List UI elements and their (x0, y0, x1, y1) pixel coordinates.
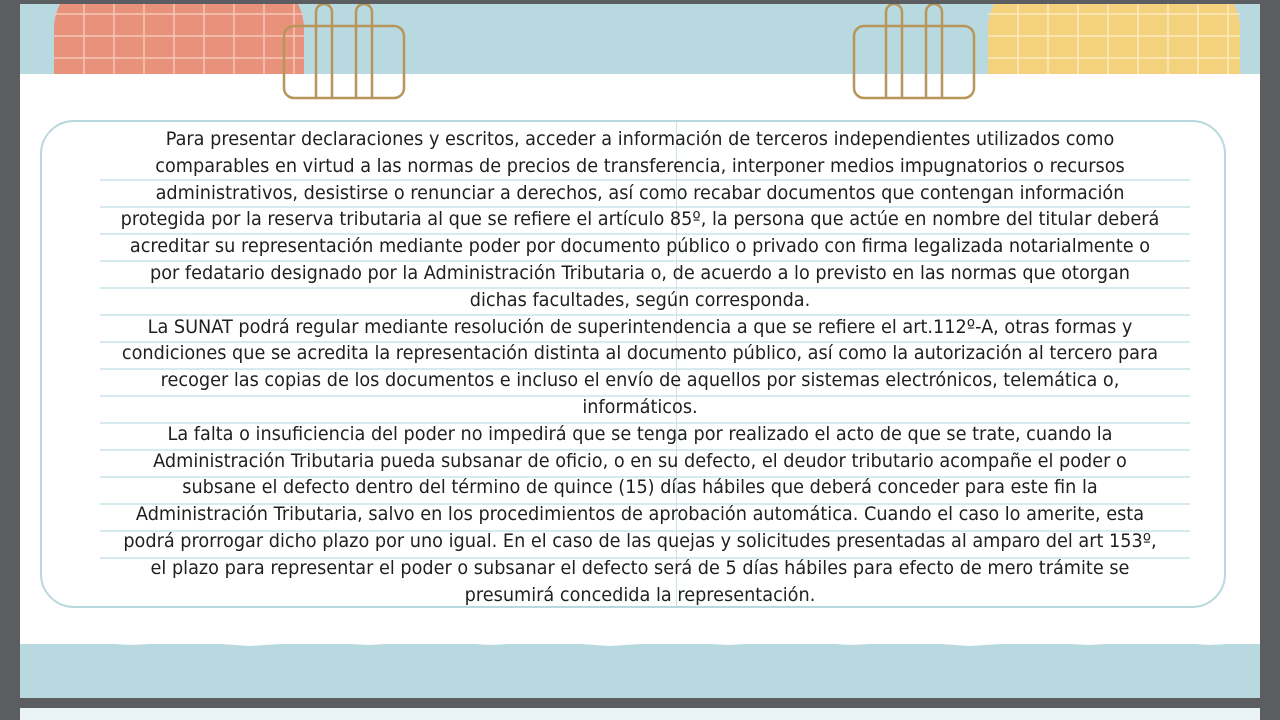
paragraph-sunat-regulation: La SUNAT podrá regular mediante resolución de superintendencia a que se refiere el art.112º-A, otras formas y condiciones que se acredita la representación distinta al documento público, así como la autorización al tercero para recoger las copias de los documentos e incluso el envío de aquellos por sistemas electrónicos, telemática o, informáticos. (121, 315, 1159, 418)
next-slide-edge (20, 708, 1260, 720)
slide (20, 4, 1260, 698)
paper-torn-edge-bottom (20, 634, 1260, 654)
document-body (119, 126, 1161, 608)
paragraph-insufficient-power: La falta o insuficiencia del poder no impedirá que se tenga por realizado el acto de que se trate, cuando la Administración Tributaria pueda subsanar de oficio, o en su defecto, el deudor tributario acompañe el poder o subsane el defecto dentro del término de quince (15) días hábiles que deberá conceder para este fin la Administración Tributaria, salvo en los procedimientos de aprobación automática. Cuando el caso lo amerite, esta podrá prorrogar dicho plazo por uno igual. En el caso de las quejas y solicitudes presentadas al amparo del art 153º, el plazo para representar el poder o subsanar el defecto será de 5 días hábiles para efecto de mero trámite se presumirá concedida la representación. (123, 422, 1157, 606)
paragraph-representation: Para presentar declaraciones y escritos, acceder a información de terceros independientes utilizados como comparables en virtud a las normas de precios de transferencia, interponer medios impugnatorios o recursos administrativos, desistirse o renunciar a derechos, así como recabar documentos que contengan información protegida por la reserva tributaria al que se refiere el artículo 85º, la persona que actúe en nombre del titular deberá acreditar su representación mediante poder por documento público o privado con firma legalizada notarialmente o por fedatario designado por la Administración Tributaria o, de acuerdo a lo previsto en las normas que otorgan dichas facultades, según corresponda. (120, 128, 1160, 311)
binder-clip-right-icon (852, 4, 976, 104)
binder-clip-left-icon (282, 4, 406, 104)
